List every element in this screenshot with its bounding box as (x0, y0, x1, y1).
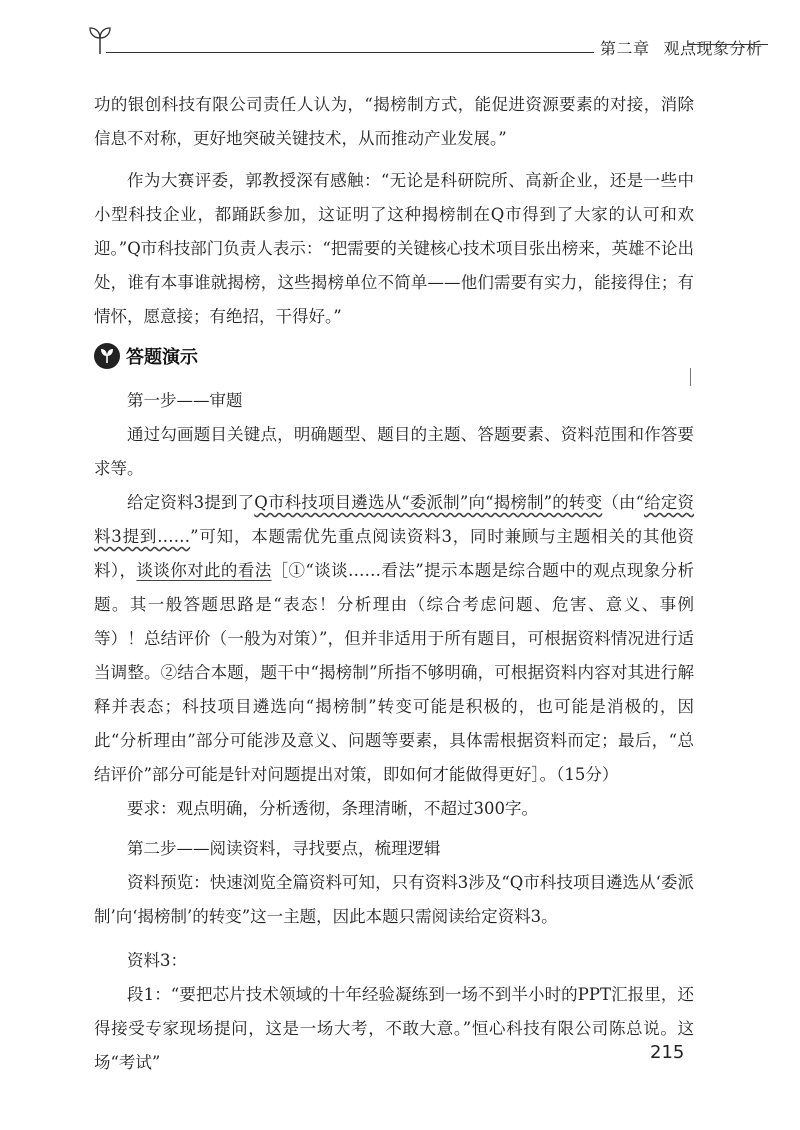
header-rule-right (688, 44, 768, 45)
leaf-badge-icon (94, 343, 120, 369)
step1-requirement: 要求：观点明确，分析透彻，条理清晰，不超过300字。 (127, 799, 538, 818)
analysis-underline-question: 谈谈你对此的看法 (136, 561, 272, 580)
step1-intro: 通过勾画题目关键点，明确题型、题目的主题、答题要素、资料范围和作答要求等。 (94, 425, 694, 478)
step2-preview: 资料预览：快速浏览全篇资料可知，只有资料3涉及“Q市科技项目遴选从‘委派制’向‘揭榜制’的转变”这一主题，因此本题只需阅读给定资料3。 (94, 873, 694, 926)
analysis-text-2: （由“ (602, 493, 645, 512)
page-number: 215 (650, 1042, 685, 1063)
step1-title: 第一步——审题 (127, 391, 243, 410)
material-paragraph-1: 段1：“要把芯片技术领域的十年经验凝练到一场不到半小时的PPT汇报里，还得接受专家现场提问，这是一场大考，不敢大意。”恒心科技有限公司陈总说。这场“考试” (94, 985, 694, 1072)
analysis-text-1: 给定资料3提到了 (127, 493, 255, 512)
analysis-text-4: ［①“谈谈……看法”提示本题是综合题中的观点现象分析题。其一般答题思路是“表态！分析理由（综合考虑问题、危害、意义、事例等）！总结评价（一般为对策）”，但并非适用于所有题目，可根据资料情况进行适当调整。②结合本题，题干中“揭榜制”所指不够明确，可根据资料内容对其进行解释并表态；科技项目遴选向“揭榜制”转变可能是积极的，也可能是消极的，因此“分析理由”部分可能涉及意义、问题等要素，具体需根据资料而定；最后，“总结评价”部分可能是针对问题提出对策，即如何才能做得更好］。（15分） (94, 561, 695, 784)
section-heading (94, 343, 198, 369)
material-label: 资料3： (127, 951, 187, 970)
analysis-text-3: ”可知，本题需优先重点阅读资料3，同时兼顾与主题相关的其他资料）， (94, 527, 695, 580)
section-title: 答题演示 (126, 347, 198, 368)
chapter-title: 观点现象分析 (663, 39, 763, 58)
analysis-underline-topic: Q市科技项目遴选从“委派制”向“揭榜制”的转变 (254, 493, 603, 512)
chapter-heading (600, 36, 763, 59)
step2-title: 第二步——阅读资料，寻找要点，梳理逻辑 (127, 839, 441, 858)
page-header (88, 22, 768, 62)
paragraph-1: 功的银创科技有限公司责任人认为，“揭榜制方式，能促进资源要素的对接，消除信息不对称，更好地突破关键技术，从而推动产业发展。” (94, 95, 694, 148)
chapter-number: 第二章 (600, 39, 650, 58)
step1-analysis (94, 486, 694, 792)
body-text-top (94, 88, 694, 334)
header-rule-left (106, 52, 594, 53)
paragraph-2: 作为大赛评委，郭教授深有感触：“无论是科研院所、高新企业，还是一些中小型科技企业，都踊跃参加，这证明了这种揭榜制在Q市得到了大家的认可和欢迎。”Q市科技部门负责人表示：“把需要的关键核心技术项目张出榜来，英雄不论出处，谁有本事谁就揭榜，这些揭榜单位不简单——他们需要有实力，能接得住；有情怀，愿意接；有绝招，干得好。” (94, 171, 694, 326)
analysis-underline-source: 给定资料3提到…… (94, 493, 695, 546)
body-text-main (94, 384, 694, 1080)
